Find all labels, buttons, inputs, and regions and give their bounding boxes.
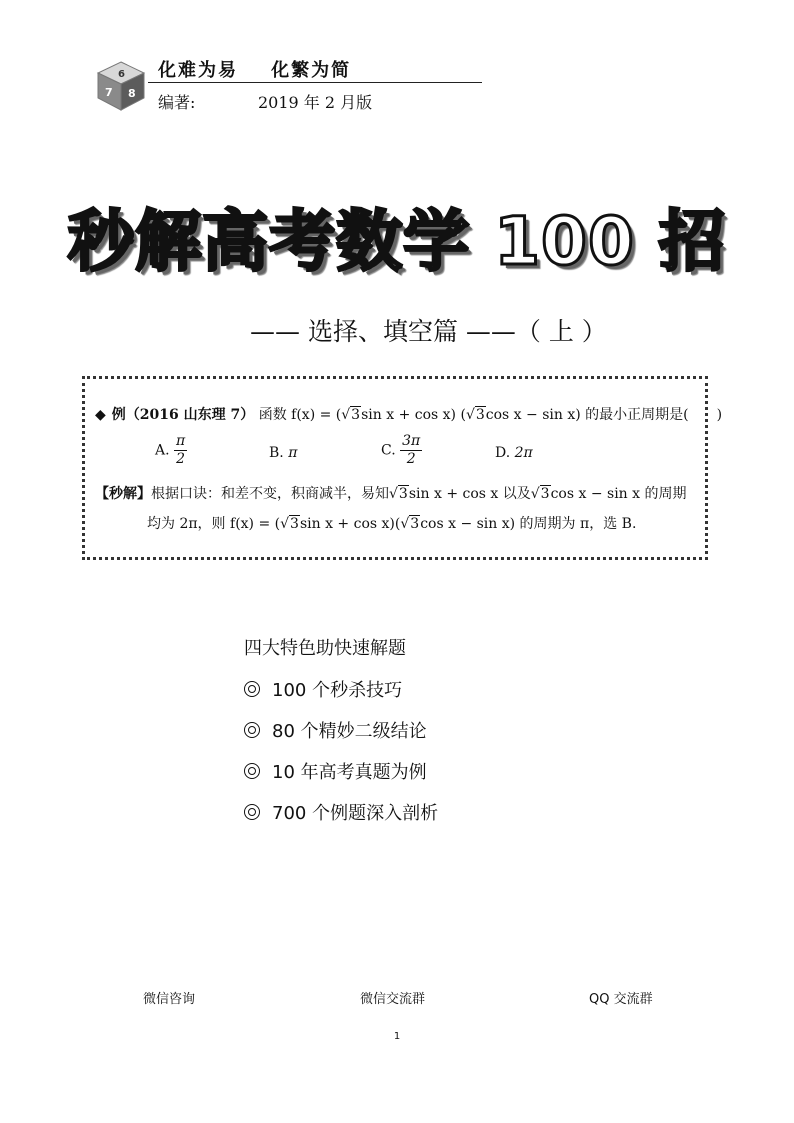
feature-item: 700 个例题深入剖析 [244, 799, 438, 825]
option-d: D. 2π [495, 445, 533, 461]
question-part2: cos x − sin x) 的最小正周期是( ) [485, 407, 723, 423]
example-box [82, 376, 723, 560]
page-subtitle: —— 选择、填空篇 ——（ 上 ） [250, 317, 607, 346]
double-circle-icon [244, 763, 260, 779]
features-heading: 四大特色助快速解题 [244, 638, 406, 659]
logo-digit-left: 7 [105, 86, 113, 99]
sqrt-icon: √3 [400, 516, 420, 532]
wechat-consult-label: 微信咨询 [143, 992, 196, 1007]
page-title: 秒解高考数学 100 招 [68, 203, 726, 280]
features-list [244, 634, 438, 840]
sqrt-icon: √3 [341, 407, 361, 423]
double-circle-icon [244, 722, 260, 738]
option-b: B. π [269, 445, 298, 461]
logo-digit-right: 8 [128, 87, 136, 100]
feature-item: 10 年高考真题为例 [244, 758, 438, 784]
header-divider [148, 82, 482, 83]
feature-item: 100 个秒杀技巧 [244, 676, 438, 702]
cube-logo [96, 60, 146, 112]
header-motto: 化难为易 化繁为简 [158, 60, 352, 81]
page-number: 1 [393, 1031, 401, 1042]
example-label: 例（2016 山东理 7） [111, 407, 255, 423]
option-c: C. $\frac{3\pi}{2}$ [381, 433, 421, 467]
example-question [95, 404, 722, 424]
sqrt-icon: √3 [465, 407, 485, 423]
solution-line-2: 均为 2π，则 f(x) = (√3sin x + cos x)(√3cos x − sin x) 的周期为 π，选 B. [147, 516, 637, 532]
edition-date: 2019 年 2 月版 [258, 93, 373, 112]
question-stem-prefix: 函数 f(x) = ( [258, 407, 342, 423]
sqrt-icon: √3 [389, 486, 408, 502]
qq-group-label: QQ 交流群 [589, 992, 653, 1007]
double-circle-icon [244, 681, 260, 697]
sqrt-icon: √3 [530, 486, 550, 502]
option-a: A. $\frac{\pi}{2}$ [155, 433, 186, 467]
logo-digit-top: 6 [118, 69, 125, 80]
solution-label: 【秒解】 [95, 486, 151, 502]
diamond-icon: ◆ [95, 407, 106, 423]
question-part1: sin x + cos x) ( [361, 407, 466, 423]
feature-item: 80 个精妙二级结论 [244, 717, 438, 743]
sqrt-icon: √3 [280, 516, 299, 532]
double-circle-icon [244, 804, 260, 820]
solution-line-1: 【秒解】根据口诀：和差不变，积商减半，易知√3sin x + cos x 以及√3cos x − sin x 的周期 [95, 486, 687, 502]
wechat-group-label: 微信交流群 [360, 992, 426, 1007]
edition-label: 编著: [158, 93, 196, 112]
